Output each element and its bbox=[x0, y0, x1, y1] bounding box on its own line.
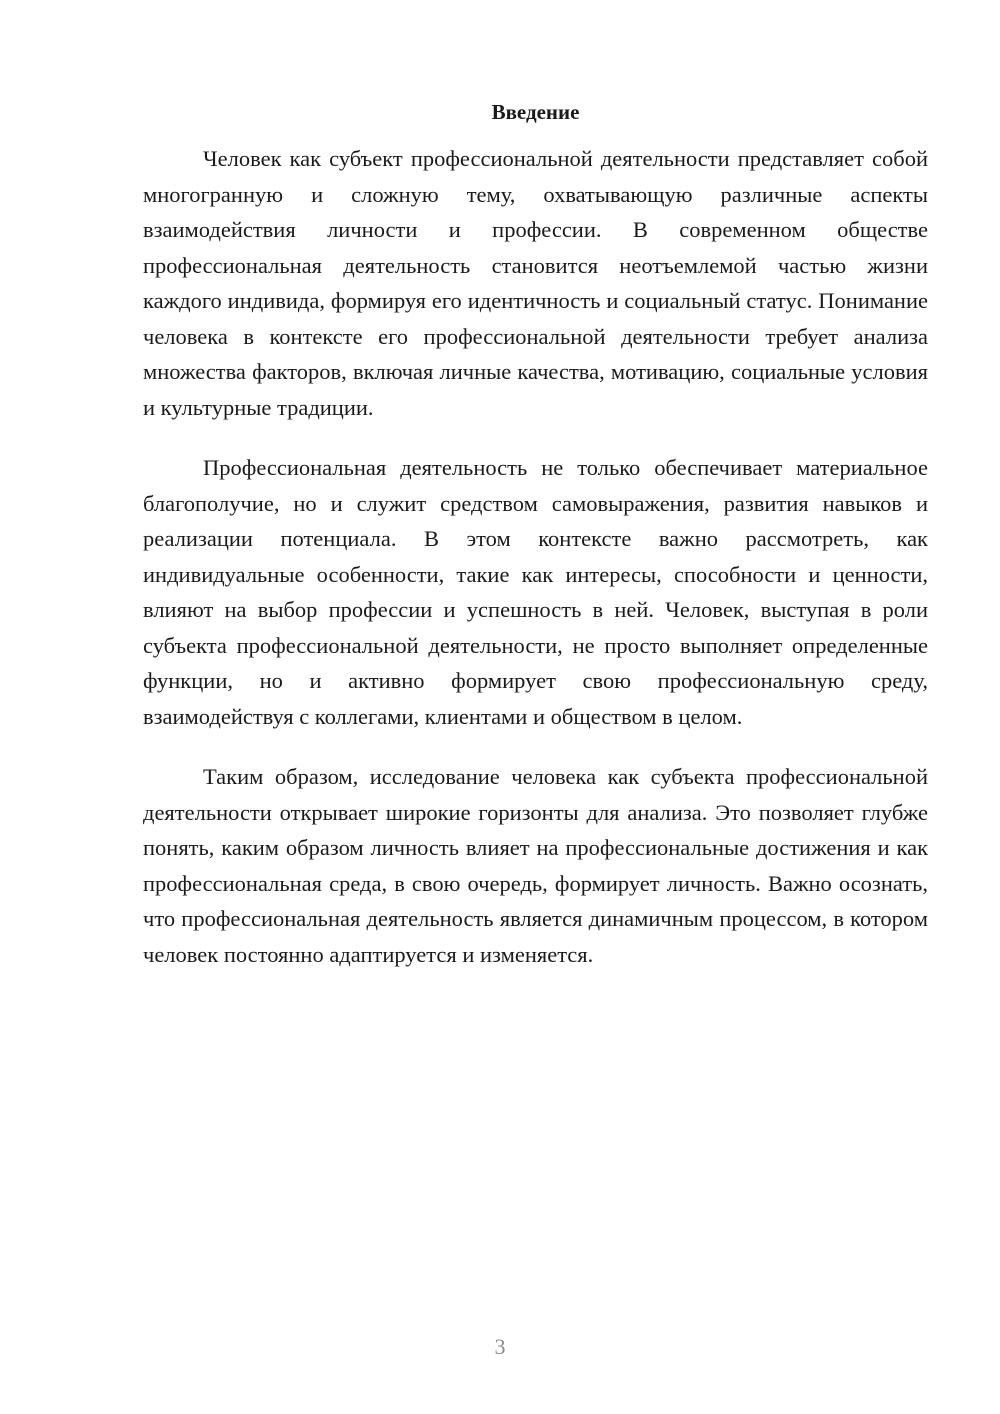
section-heading: Введение bbox=[491, 100, 580, 124]
body-text bbox=[143, 141, 928, 997]
page-number: 3 bbox=[494, 1334, 506, 1359]
paragraph-1: Человек как субъект профессиональной деятельности представляет собой многогранную и сложную тему, охватывающую различные аспекты взаимодействия личности и профессии. В современном обществе профессиональная деятельность становится неотъемлемой частью жизни каждого индивида, формируя его идентичность и социальный статус. Понимание человека в контексте его профессиональной деятельности требует анализа множества факторов, включая личные качества, мотивацию, социальные условия и культурные традиции. bbox=[143, 146, 928, 420]
paragraph-3: Таким образом, исследование человека как субъекта профессиональной деятельности открывает широкие горизонты для анализа. Это позволяет глубже понять, каким образом личность влияет на профессиональные достижения и как профессиональная среда, в свою очередь, формирует личность. Важно осознать, что профессиональная деятельность является динамичным процессом, в котором человек постоянно адаптируется и изменяется. bbox=[143, 764, 928, 967]
paragraph-2: Профессиональная деятельность не только обеспечивает материальное благополучие, но и служит средством самовыражения, развития навыков и реализации потенциала. В этом контексте важно рассмотреть, как индивидуальные особенности, такие как интересы, способности и ценности, влияют на выбор профессии и успешность в ней. Человек, выступая в роли субъекта профессиональной деятельности, не просто выполняет определенные функции, но и активно формирует свою профессиональную среду, взаимодействуя с коллегами, клиентами и обществом в целом. bbox=[143, 455, 928, 729]
